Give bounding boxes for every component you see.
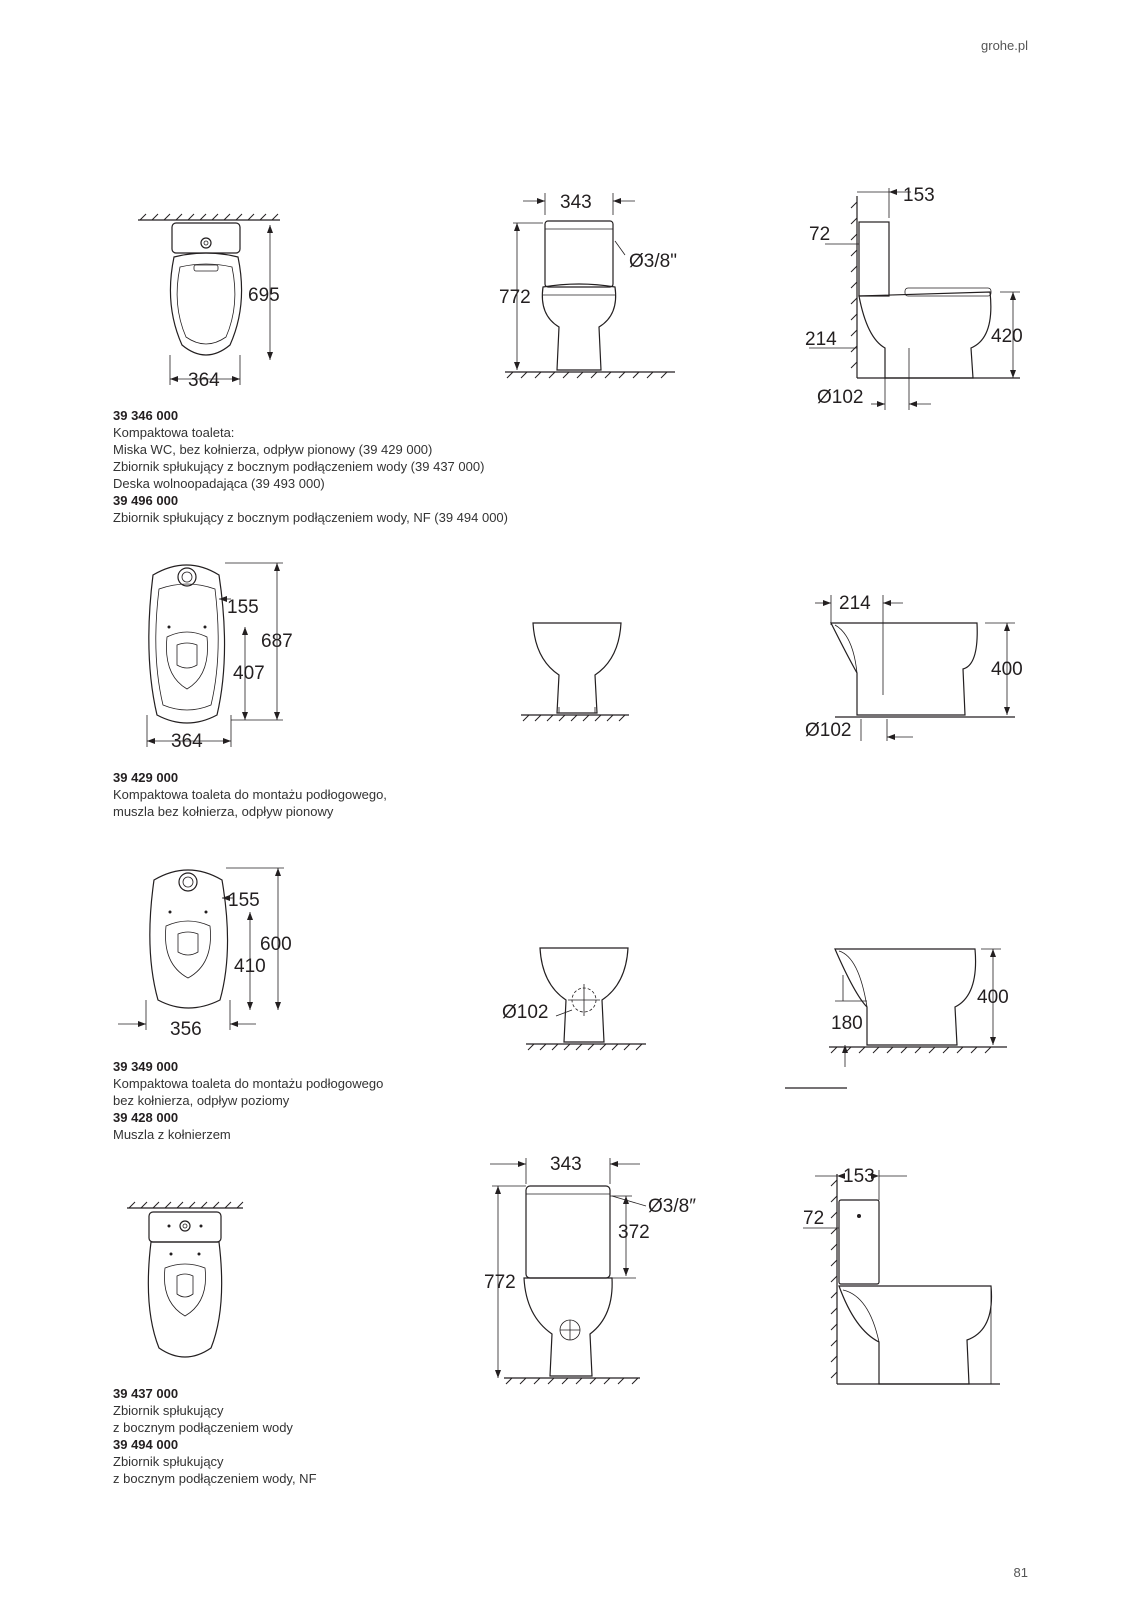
product-desc: Zbiornik spłukujący (113, 1403, 224, 1418)
dim-side-72-row4: 72 (803, 1208, 825, 1229)
product-desc: Zbiornik spłukujący z bocznym podłączeniem wody (39 437 000) (113, 459, 485, 474)
product-desc: Zbiornik spłukujący z bocznym podłączeniem wody, NF (39 494 000) (113, 510, 508, 525)
drawing-front-view-39437000 (480, 1150, 710, 1390)
drawing-front-view-39349000 (500, 940, 650, 1055)
dim-top-155: 155 (227, 597, 259, 618)
drawing-top-view-39437000 (125, 1198, 255, 1378)
product-code: 39 428 000 (113, 1110, 179, 1125)
dim-top-407: 407 (233, 663, 265, 684)
product-block-4 (113, 1385, 317, 1487)
dim-top-width: 364 (188, 370, 220, 391)
dim-top-depth: 695 (248, 285, 280, 306)
drawing-top-view-39429000 (135, 555, 310, 755)
dim-top-687: 687 (261, 631, 293, 652)
drawing-side-view-39437000 (795, 1160, 1015, 1395)
dim-side-214-row2: 214 (839, 593, 871, 614)
dim-top-364: 364 (171, 731, 203, 752)
product-block-1 (113, 407, 508, 526)
drawing-side-view-39429000 (795, 585, 1035, 750)
product-desc: Kompaktowa toaleta do montażu podłogowego (113, 1076, 384, 1091)
dim-side-214: 214 (805, 329, 837, 350)
dim-side-400-row2: 400 (991, 659, 1023, 680)
dim-front-conn-row4: Ø3/8″ (648, 1196, 696, 1217)
product-code: 39 346 000 (113, 408, 179, 423)
dim-side-pipe: Ø102 (817, 387, 864, 408)
drawing-front-view-39346000 (495, 185, 705, 385)
drawing-top-view-39346000 (130, 205, 300, 395)
product-desc: Kompaktowa toaleta: (113, 425, 235, 440)
product-desc: muszla bez kołnierza, odpływ pionowy (113, 804, 334, 819)
product-code: 39 429 000 (113, 770, 179, 785)
dim-side-tank: 153 (903, 185, 935, 206)
dim-side-72: 72 (809, 224, 831, 245)
product-block-2 (113, 769, 387, 820)
dim-top-410: 410 (234, 956, 266, 977)
product-block-3 (113, 1058, 383, 1143)
dim-front-343-row4: 343 (550, 1154, 582, 1175)
dim-side-pipe-row2: Ø102 (805, 720, 852, 741)
product-desc: Deska wolnoopadająca (39 493 000) (113, 476, 325, 491)
dim-side-180: 180 (831, 1013, 863, 1034)
product-desc: Zbiornik spłukujący (113, 1454, 224, 1469)
dim-top-600: 600 (260, 934, 292, 955)
drawing-top-view-39349000 (118, 860, 298, 1045)
dim-front-width: 343 (560, 192, 592, 213)
dim-top-356: 356 (170, 1019, 202, 1040)
product-desc: bez kołnierza, odpływ poziomy (113, 1093, 290, 1108)
product-code: 39 496 000 (113, 493, 179, 508)
product-code: 39 437 000 (113, 1386, 179, 1401)
product-desc: z bocznym podłączeniem wody, NF (113, 1471, 317, 1486)
dim-front-height: 772 (499, 287, 531, 308)
drawing-front-view-39429000 (515, 615, 635, 725)
product-code: 39 494 000 (113, 1437, 179, 1452)
product-desc: Muszla z kołnierzem (113, 1127, 231, 1142)
product-desc: z bocznym podłączeniem wody (113, 1420, 293, 1435)
dim-front-372: 372 (618, 1222, 650, 1243)
site-url: grohe.pl (981, 38, 1028, 53)
page-number: 81 (1013, 1565, 1028, 1580)
dim-side-153-row4: 153 (843, 1166, 875, 1187)
dim-front-conn: Ø3/8" (629, 251, 677, 272)
dim-side-400-row3: 400 (977, 987, 1009, 1008)
dim-top-155-row3: 155 (228, 890, 260, 911)
drawing-side-view-39346000 (795, 178, 1035, 418)
drawing-side-view-39349000 (785, 935, 1025, 1095)
dim-side-420: 420 (991, 326, 1023, 347)
dim-front-772-row4: 772 (484, 1272, 516, 1293)
product-code: 39 349 000 (113, 1059, 179, 1074)
dim-front-pipe-row3: Ø102 (502, 1002, 549, 1023)
product-desc: Miska WC, bez kołnierza, odpływ pionowy (39 429 000) (113, 442, 433, 457)
product-desc: Kompaktowa toaleta do montażu podłogowego, (113, 787, 387, 802)
